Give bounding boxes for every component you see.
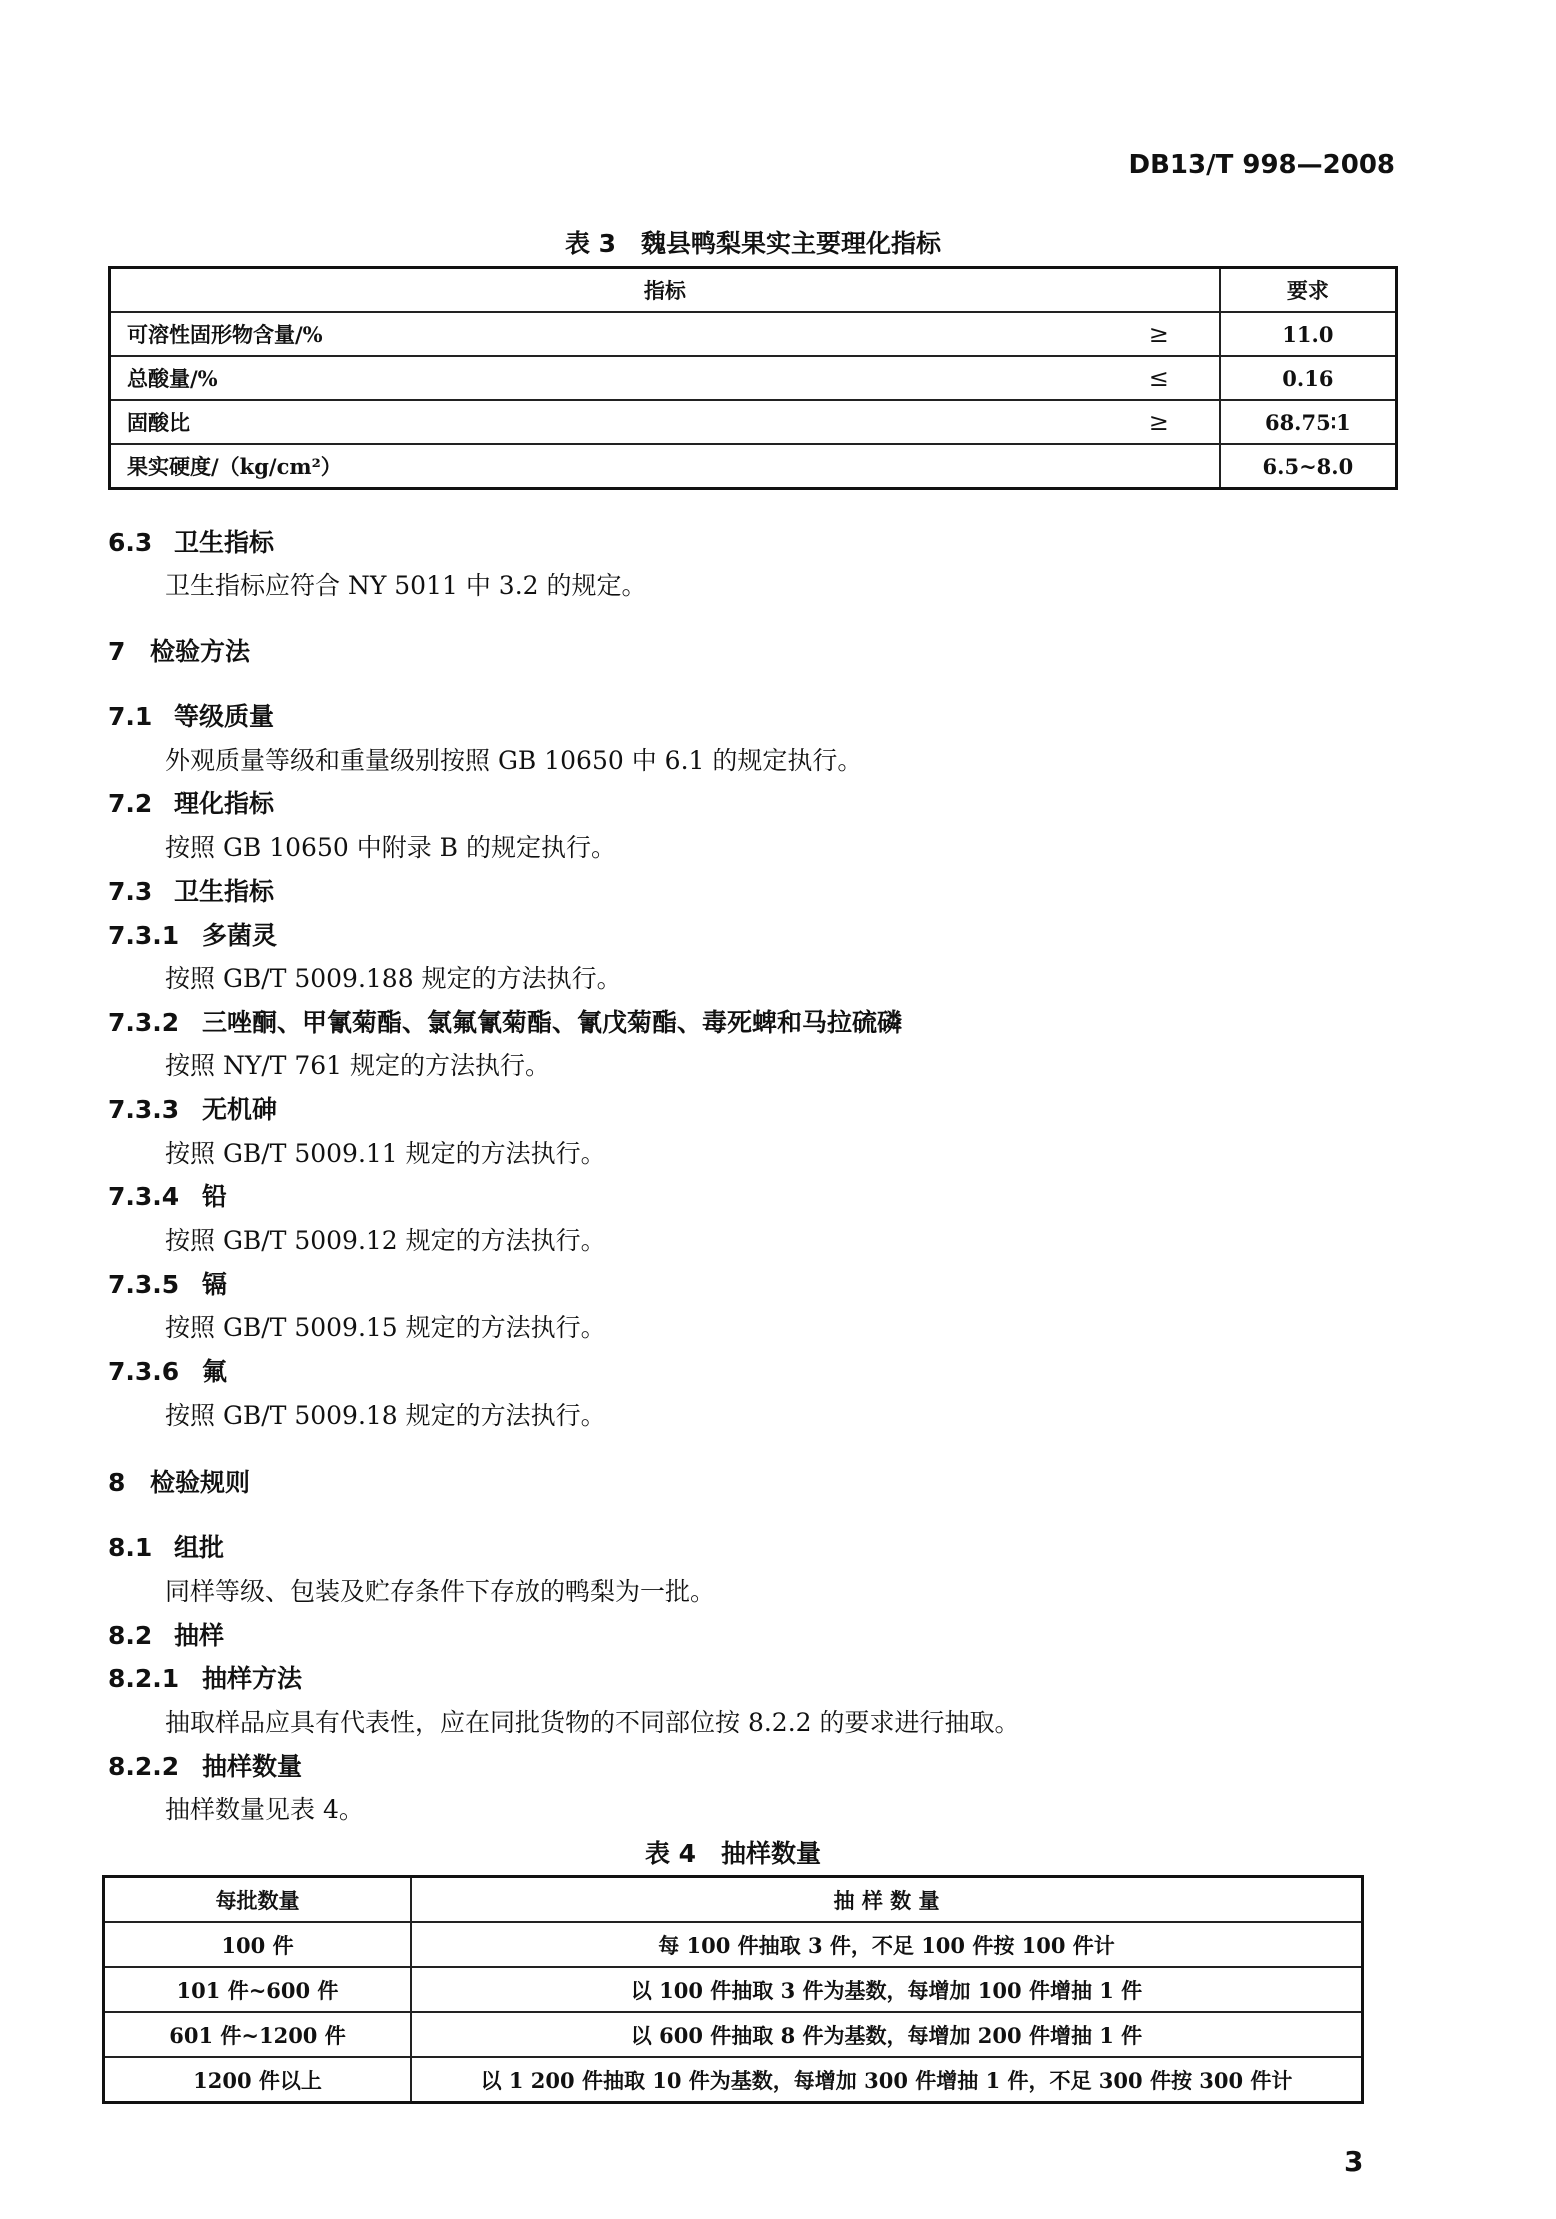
table-row	[104, 1967, 1363, 2012]
section-title: 检验规则	[150, 1468, 251, 1497]
table4-quantity: 601 件~1200 件	[104, 2012, 412, 2057]
section-heading	[108, 784, 274, 820]
section-paragraph: 按照 GB/T 5009.188 规定的方法执行。	[165, 964, 622, 993]
table4-sampling: 以 600 件抽取 8 件为基数，每增加 200 件增抽 1 件	[411, 2012, 1363, 2057]
section-title: 组批	[174, 1533, 225, 1562]
table3-value: 68.75∶1	[1220, 400, 1397, 444]
table4-header-sampling: 抽 样 数 量	[411, 1877, 1363, 1923]
standard-number: DB13/T 998—2008	[1128, 150, 1395, 180]
section-heading	[108, 1352, 227, 1388]
section-heading	[108, 697, 274, 733]
table4-quantity: 1200 件以上	[104, 2057, 412, 2103]
table3-value: 11.0	[1220, 312, 1397, 356]
section-number: 7.3.3	[108, 1095, 180, 1124]
section-heading	[108, 1528, 224, 1564]
section-heading	[108, 1003, 902, 1039]
section-title: 铅	[202, 1182, 228, 1211]
section-heading	[108, 632, 250, 668]
section-paragraph: 按照 GB/T 5009.18 规定的方法执行。	[165, 1401, 606, 1430]
table-row	[110, 400, 1397, 444]
section-number: 8.2.2	[108, 1752, 180, 1781]
table3-value: 0.16	[1220, 356, 1397, 400]
section-title: 无机砷	[202, 1095, 278, 1124]
table3-header-row	[110, 268, 1397, 313]
table-row	[110, 444, 1397, 489]
section-heading	[108, 1747, 302, 1783]
table3-header-indicator: 指标	[110, 268, 1220, 313]
section-title: 理化指标	[174, 789, 275, 818]
table3-operator: ≥	[1099, 400, 1220, 444]
section-title: 等级质量	[174, 702, 275, 731]
section-paragraph: 外观质量等级和重量级别按照 GB 10650 中 6.1 的规定执行。	[165, 746, 863, 775]
section-title: 镉	[202, 1270, 228, 1299]
section-title: 卫生指标	[174, 877, 275, 906]
section-number: 8.2	[108, 1621, 153, 1650]
section-title: 抽样数量	[202, 1752, 303, 1781]
table3-operator: ≤	[1099, 356, 1220, 400]
section-title: 抽样	[174, 1621, 225, 1650]
section-paragraph: 按照 GB/T 5009.12 规定的方法执行。	[165, 1226, 606, 1255]
table3-header-requirement: 要求	[1220, 268, 1397, 313]
section-heading	[108, 1090, 277, 1126]
section-heading	[108, 1265, 227, 1301]
table-row	[110, 356, 1397, 400]
table3-operator: ≥	[1099, 312, 1220, 356]
section-paragraph: 按照 GB 10650 中附录 B 的规定执行。	[165, 833, 616, 862]
section-paragraph: 按照 NY/T 761 规定的方法执行。	[165, 1051, 551, 1080]
table3	[108, 266, 1398, 490]
table3-indicator: 固酸比	[110, 400, 1099, 444]
section-number: 7.1	[108, 702, 153, 731]
table4-quantity: 101 件~600 件	[104, 1967, 412, 2012]
section-title: 抽样方法	[202, 1664, 303, 1693]
section-number: 7.2	[108, 789, 153, 818]
table4-sampling: 以 100 件抽取 3 件为基数，每增加 100 件增抽 1 件	[411, 1967, 1363, 2012]
section-title: 氟	[202, 1357, 228, 1386]
table4-header-row	[104, 1877, 1363, 1923]
page-number: 3	[1344, 2145, 1364, 2178]
section-number: 8.2.1	[108, 1664, 180, 1693]
table3-indicator: 果实硬度/（kg/cm²）	[110, 444, 1099, 489]
section-title: 卫生指标	[174, 528, 275, 557]
table-row	[104, 2057, 1363, 2103]
table4-caption: 表 4 抽样数量	[644, 1839, 822, 1868]
section-heading	[108, 523, 274, 559]
table3-value: 6.5~8.0	[1220, 444, 1397, 489]
section-number: 8.1	[108, 1533, 153, 1562]
section-paragraph: 卫生指标应符合 NY 5011 中 3.2 的规定。	[165, 571, 647, 600]
table-row	[104, 2012, 1363, 2057]
section-paragraph: 抽取样品应具有代表性，应在同批货物的不同部位按 8.2.2 的要求进行抽取。	[165, 1708, 1020, 1737]
section-number: 7.3.2	[108, 1008, 180, 1037]
section-number: 7	[108, 637, 126, 666]
section-paragraph: 抽样数量见表 4。	[165, 1795, 364, 1824]
section-title: 多菌灵	[202, 921, 278, 950]
section-heading	[108, 1463, 250, 1499]
section-number: 7.3.1	[108, 921, 180, 950]
section-number: 7.3.6	[108, 1357, 180, 1386]
table4-quantity: 100 件	[104, 1922, 412, 1967]
table3-indicator: 总酸量/%	[110, 356, 1099, 400]
table3-operator	[1099, 444, 1220, 489]
table3-indicator: 可溶性固形物含量/%	[110, 312, 1099, 356]
table4-sampling: 每 100 件抽取 3 件，不足 100 件按 100 件计	[411, 1922, 1363, 1967]
table4-header-quantity: 每批数量	[104, 1877, 412, 1923]
section-number: 6.3	[108, 528, 153, 557]
section-heading	[108, 1659, 302, 1695]
section-heading	[108, 1616, 224, 1652]
section-paragraph: 按照 GB/T 5009.15 规定的方法执行。	[165, 1313, 606, 1342]
table-row	[110, 312, 1397, 356]
table4-sampling: 以 1 200 件抽取 10 件为基数，每增加 300 件增抽 1 件，不足 300 件按 300 件计	[411, 2057, 1363, 2103]
section-number: 8	[108, 1468, 126, 1497]
section-paragraph: 按照 GB/T 5009.11 规定的方法执行。	[165, 1139, 606, 1168]
table-row	[104, 1922, 1363, 1967]
section-title: 检验方法	[150, 637, 251, 666]
section-title: 三唑酮、甲氰菊酯、氯氟氰菊酯、氰戊菊酯、毒死蜱和马拉硫磷	[202, 1008, 903, 1037]
section-number: 7.3.4	[108, 1182, 180, 1211]
section-paragraph: 同样等级、包装及贮存条件下存放的鸭梨为一批。	[165, 1577, 716, 1606]
section-heading	[108, 872, 274, 908]
section-heading	[108, 1177, 227, 1213]
section-number: 7.3.5	[108, 1270, 180, 1299]
section-heading	[108, 916, 277, 952]
table4	[102, 1875, 1364, 2104]
table3-caption: 表 3 魏县鸭梨果实主要理化指标	[564, 229, 942, 258]
section-number: 7.3	[108, 877, 153, 906]
